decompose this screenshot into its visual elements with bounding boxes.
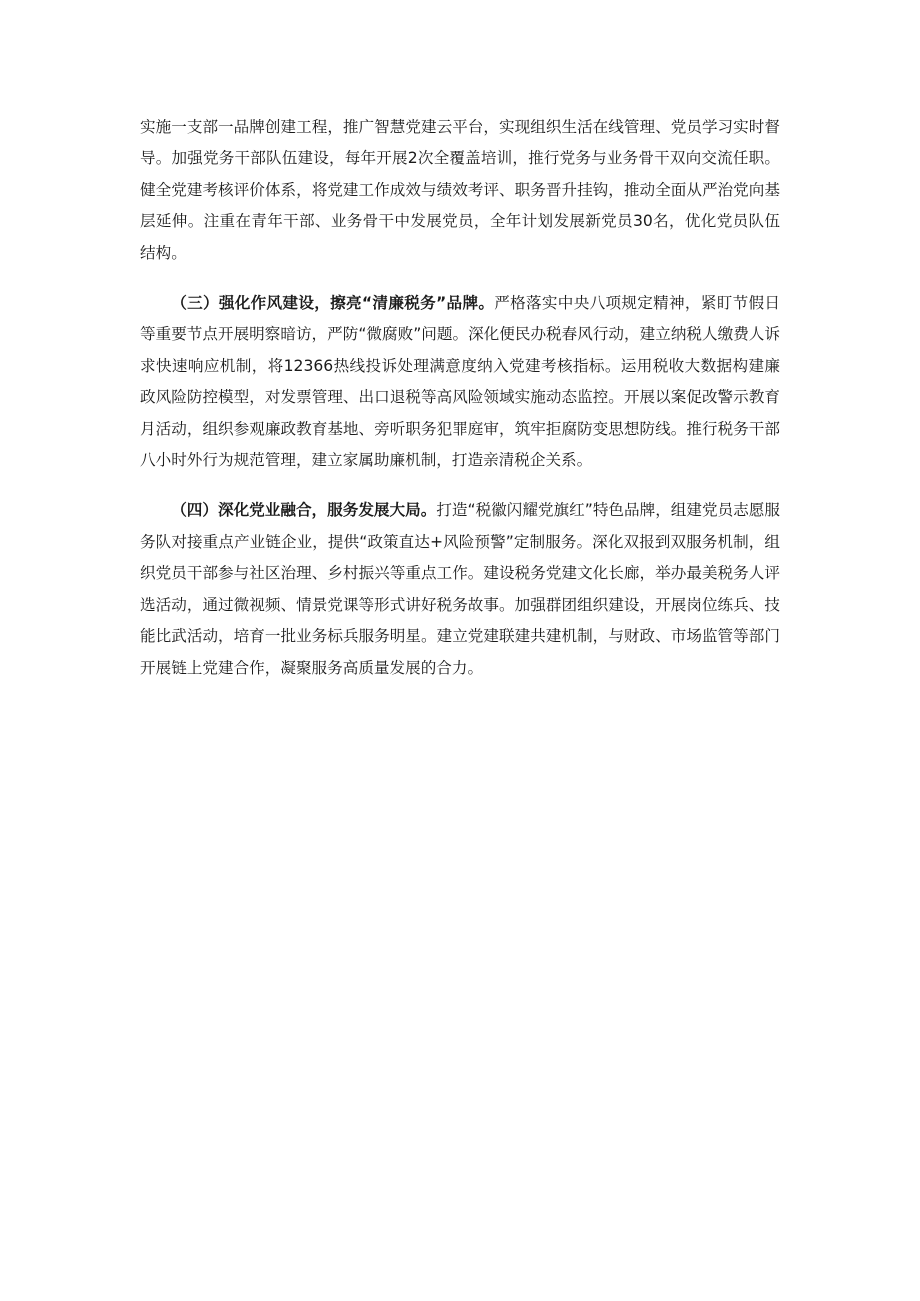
section-heading: （三）强化作风建设，擦亮“清廉税务”品牌。 bbox=[171, 294, 495, 313]
paragraph-text: 打造“税徽闪耀党旗红”特色品牌，组建党员志愿服务队对接重点产业链企业，提供“政策直达+风险预警”定制服务。深化双报到双服务机制，组织党员干部参与社区治理、乡村振兴等重点工作。建设税务党建文化长廊，举办最美税务人评选活动，通过微视频、情景党课等形式讲好税务故事。加强群团组织建设，开展岗位练兵、技能比武活动，培育一批业务标兵服务明星。建立党建联建共建机制，与财政、市场监管等部门开展链上党建合作，凝聚服务高质量发展的合力。 bbox=[140, 501, 780, 677]
paragraph-continuation bbox=[140, 112, 780, 269]
paragraph-text: 实施一支部一品牌创建工程，推广智慧党建云平台，实现组织生活在线管理、党员学习实时督导。加强党务干部队伍建设，每年开展2次全覆盖培训，推行党务与业务骨干双向交流任职。健全党建考核评价体系，将党建工作成效与绩效考评、职务晋升挂钩，推动全面从严治党向基层延伸。注重在青年干部、业务骨干中发展党员，全年计划发展新党员30名，优化党员队伍结构。 bbox=[140, 118, 780, 262]
paragraph-section-three bbox=[140, 288, 780, 476]
paragraph-text: 严格落实中央八项规定精神，紧盯节假日等重要节点开展明察暗访，严防“微腐败”问题。深化便民办税春风行动，建立纳税人缴费人诉求快速响应机制，将12366热线投诉处理满意度纳入党建考核指标。运用税收大数据构建廉政风险防控模型，对发票管理、出口退税等高风险领域实施动态监控。开展以案促改警示教育月活动，组织参观廉政教育基地、旁听职务犯罪庭审，筑牢拒腐防变思想防线。推行税务干部八小时外行为规范管理，建立家属助廉机制，打造亲清税企关系。 bbox=[140, 294, 780, 470]
paragraph-section-four bbox=[140, 495, 780, 683]
section-heading: （四）深化党业融合，服务发展大局。 bbox=[171, 501, 437, 520]
document-body bbox=[140, 112, 780, 684]
